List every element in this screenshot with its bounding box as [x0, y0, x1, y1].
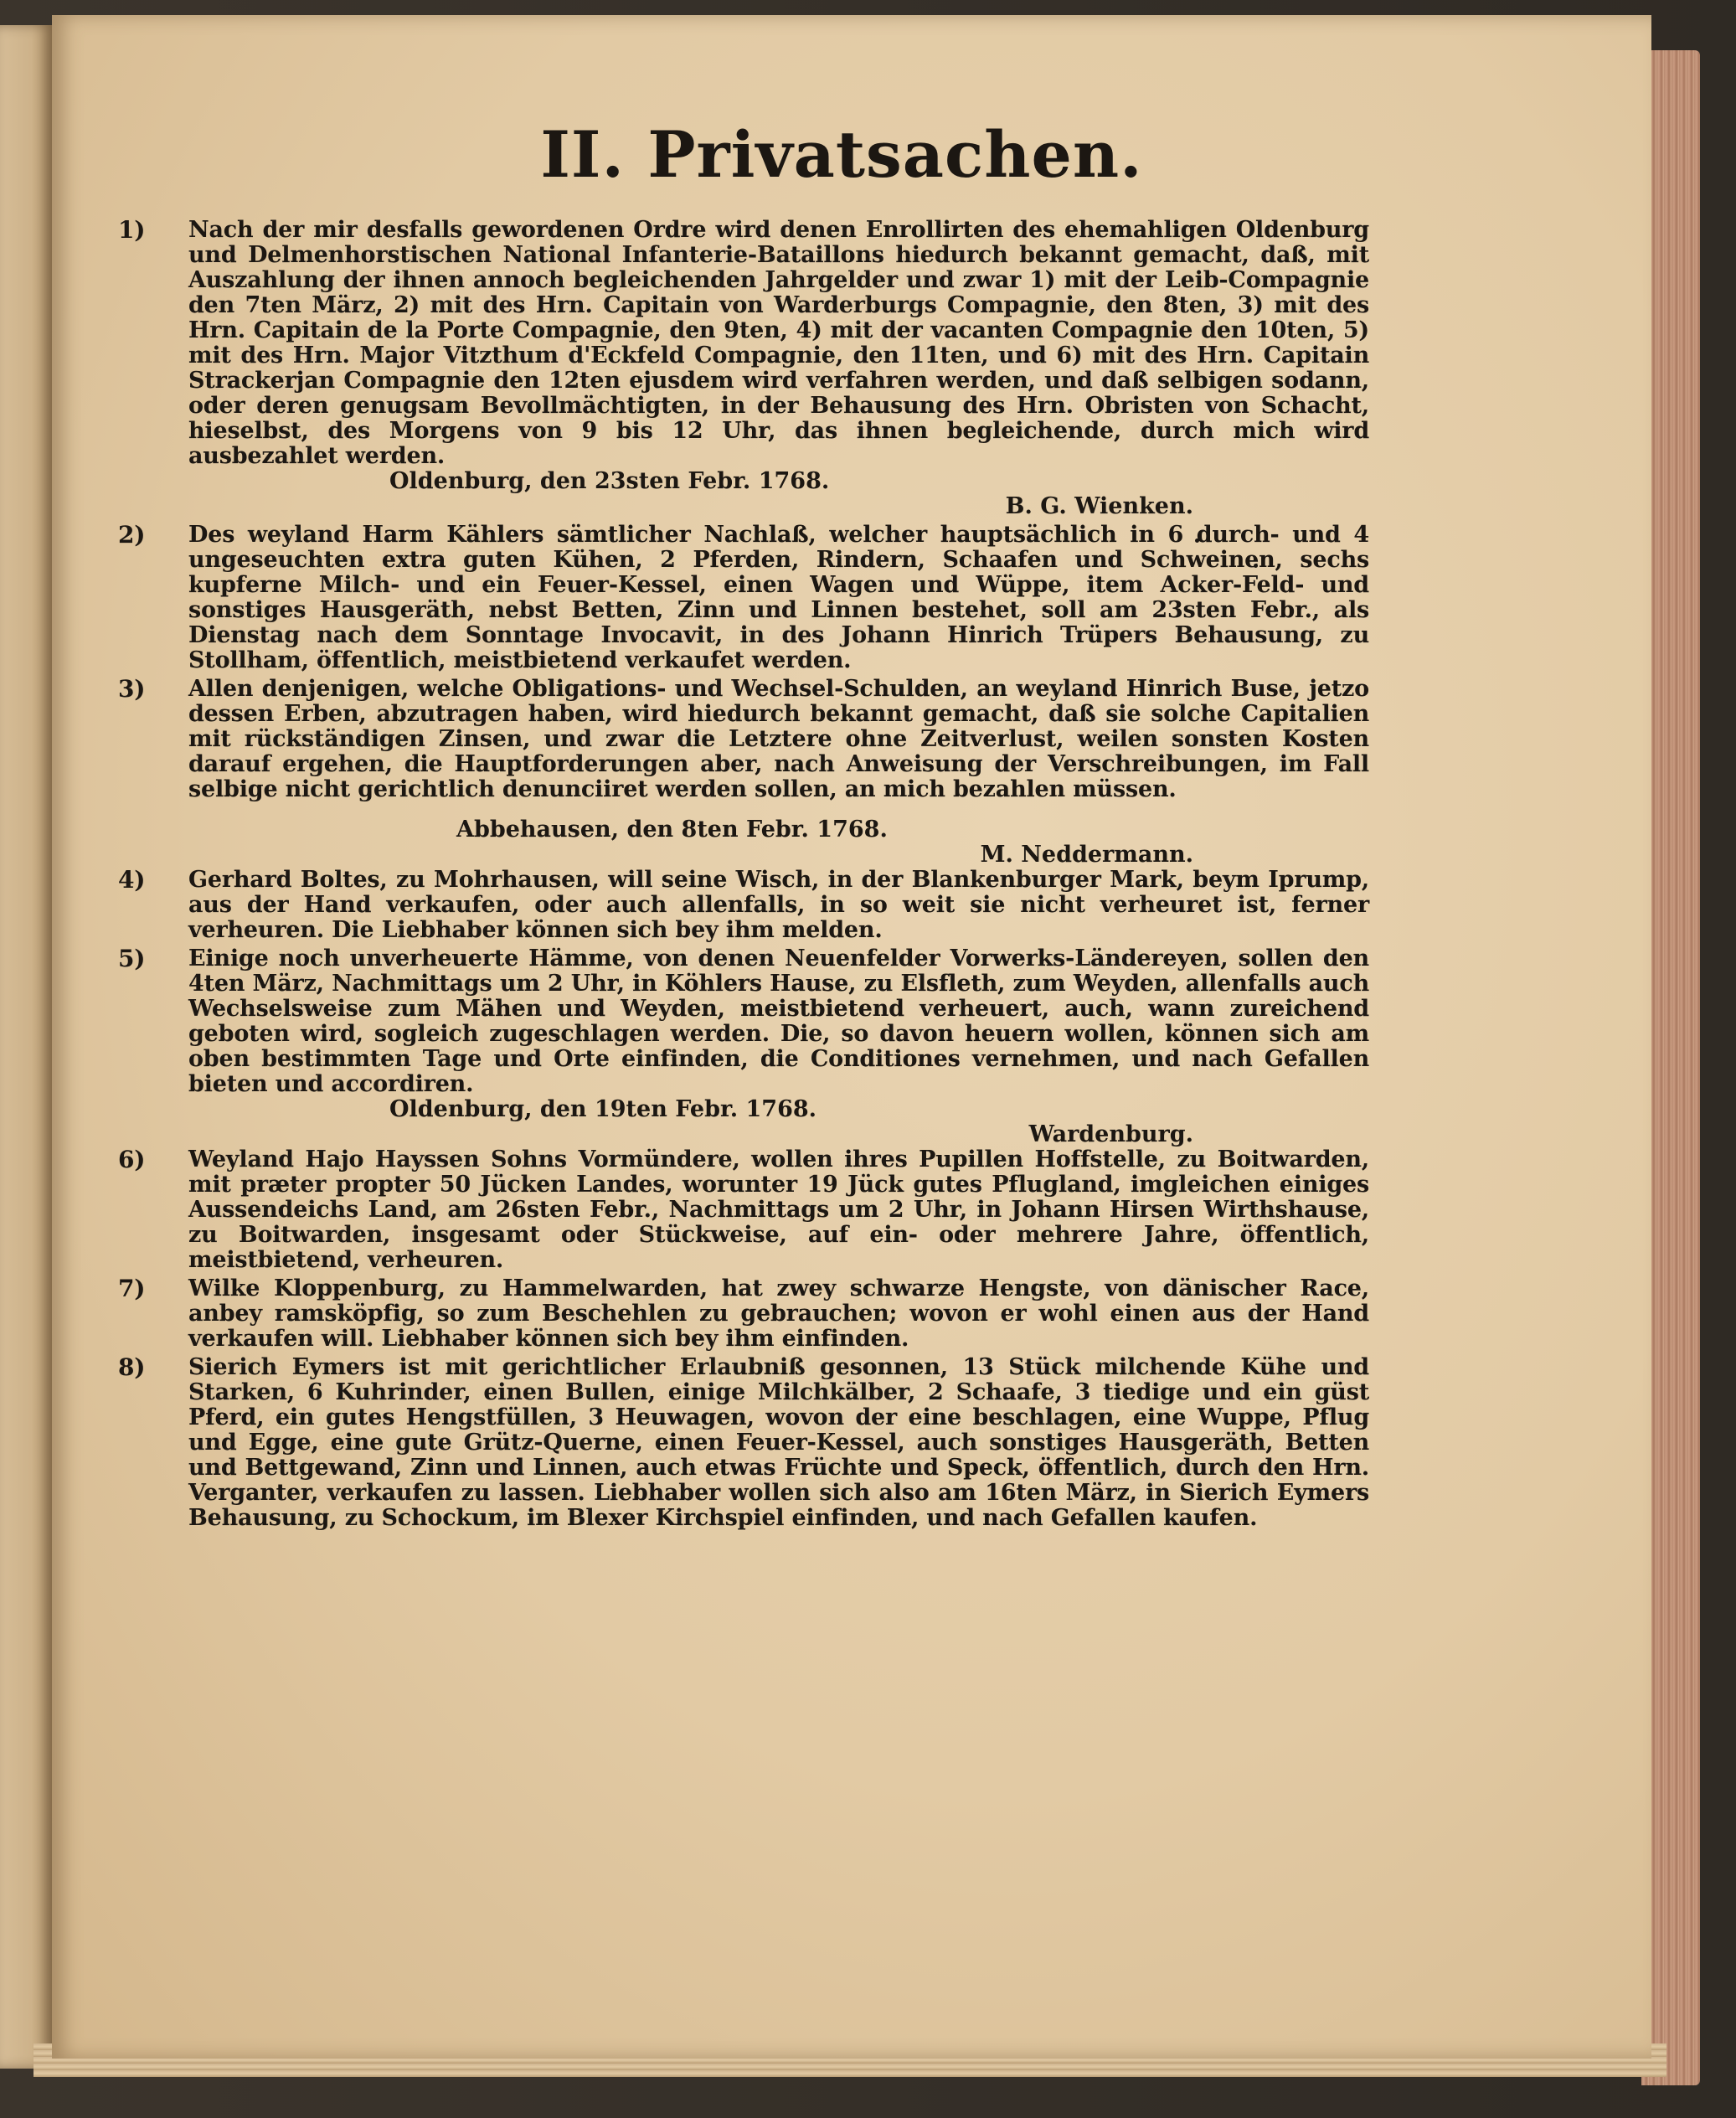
notice-entry-1	[118, 216, 1369, 469]
entry-text: Gerhard Boltes, zu Mohrhausen, will seine Wisch, in der Blankenburger Mark, beym Iprump, aus der Hand verkaufen, oder auch allenfalls, in so weit sie nicht verheuret ist, ferner verheuren. Die Liebhaber können sich bey ihm melden.	[188, 867, 1369, 943]
left-page-edge	[0, 25, 52, 2069]
entry-text: Sierich Eymers ist mit gerichtlicher Erlaubniß gesonnen, 13 Stück milchende Kühe und Starken, 6 Kuhrinder, einen Bullen, einige Milchkälber, 2 Schaafe, 3 tiedige und ein güst Pferd, ein gutes Hengstfüllen, 3 Heuwagen, wovon der eine beschlagen, eine Wuppe, Pflug und Egge, eine gute Grütz-Querne, einen Feuer-Kessel, auch sonstiges Hausgeräth, Betten und Bettgewand, Zinn und Linnen, auch etwas Früchte und Speck, öffentlich, durch den Hrn. Verganter, verkaufen zu lassen. Liebhaber wollen sich also am 16ten März, in Sierich Eymers Behausung, zu Schockum, im Blexer Kirchspiel einfinden, und nach Gefallen kaufen.	[188, 1354, 1369, 1531]
entry-number: 1)	[118, 216, 146, 244]
entry-text: Wilke Kloppenburg, zu Hammelwarden, hat zwey schwarze Hengste, von dänischer Race, anbey ramsköpfig, so zum Beschehlen zu gebrauchen; wovon er wohl einen aus der Hand verkaufen will. Liebhaber können sich bey ihm einfinden.	[188, 1275, 1369, 1352]
entry-number: 8)	[118, 1353, 146, 1381]
entry-number: 4)	[118, 866, 146, 894]
notice-entry-8	[118, 1353, 1369, 1531]
entry-signature: M. Neddermann.	[980, 842, 1193, 868]
section-heading: II. Privatsachen.	[540, 117, 1143, 192]
entry-text: Allen denjenigen, welche Obligations- und Wechsel-Schulden, an weyland Hinrich Buse, jetzo dessen Erben, abzutragen haben, wird hiedurch bekannt gemacht, daß sie solche Capitalien mit rückständigen Zinsen, und zwar die Letztere ohne Zeitverlust, weilen sonsten Kosten darauf ergehen, die Hauptforderungen aber, nach Anweisung der Verschreibungen, im Fall selbige nicht gerichtlich denunciiret werden sollen, an mich bezahlen müssen.	[188, 676, 1369, 802]
entry-text: Nach der mir desfalls gewordenen Ordre wird denen Enrollirten des ehemahligen Oldenburg und Delmenhorstischen National Infanterie-Bataillons hiedurch bekannt gemacht, daß, mit Auszahlung der ihnen annoch begleichenden Jahrgelder und zwar 1) mit der Leib-Compagnie den 7ten März, 2) mit des Hrn. Capitain von Warderburgs Compagnie, den 8ten, 3) mit des Hrn. Capitain de la Porte Compagnie, den 9ten, 4) mit der vacanten Compagnie den 10ten, 5) mit des Hrn. Major Vitzthum d'Eckfeld Compagnie, den 11ten, und 6) mit des Hrn. Capitain Strackerjan Compagnie den 12ten ejusdem wird verfahren werden, und daß selbigen sodann, oder deren genugsam Bevollmächtigten, in der Behausung des Hrn. Obristen von Schacht, hieselbst, des Morgens von 9 bis 12 Uhr, das ihnen begleichende, durch mich wird ausbezahlet werden.	[188, 217, 1369, 469]
entry-place-date: Abbehausen, den 8ten Febr. 1768.	[456, 817, 888, 843]
entry-text: Weyland Hajo Hayssen Sohns Vormündere, wollen ihres Pupillen Hoffstelle, zu Boitwarden, mit præter propter 50 Jücken Landes, worunter 19 Jück gutes Pflugland, imgleichen einiges Aussendeichs Land, am 26sten Febr., Nachmittags um 2 Uhr, in Johann Hirsen Wirthshause, zu Boitwarden, insgesamt oder Stückweise, auf ein- oder mehrere Jahre, öffentlich, meistbietend, verheuren.	[188, 1147, 1369, 1273]
entry-text: Des weyland Harm Kählers sämtlicher Nachlaß, welcher hauptsächlich in 6 durch- und 4 ungeseuchten extra guten Kühen, 2 Pferden, Rindern, Schaafen und Schweinen, sechs kupferne Milch- und ein Feuer-Kessel, einen Wagen und Wüppe, item Acker-Feld- und sonstiges Hausgeräth, nebst Betten, Zinn und Linnen bestehet, soll am 23sten Febr., als Dienstag nach dem Sonntage Invocavit, in des Johann Hinrich Trüpers Behausung, zu Stollham, öffentlich, meistbietend verkaufet werden.	[188, 522, 1369, 673]
entry-number: 7)	[118, 1275, 146, 1302]
notice-entry-4	[118, 866, 1369, 943]
entry-signature: Wardenburg.	[1028, 1121, 1193, 1147]
notice-entry-7	[118, 1275, 1369, 1352]
notice-entry-3	[118, 675, 1369, 802]
notice-entry-6	[118, 1146, 1369, 1273]
entry-place-date: Oldenburg, den 19ten Febr. 1768.	[389, 1096, 817, 1122]
entry-number: 3)	[118, 675, 146, 703]
notice-entry-2	[118, 521, 1369, 673]
entry-place-date: Oldenburg, den 23sten Febr. 1768.	[389, 468, 830, 494]
entry-number: 5)	[118, 945, 146, 972]
entry-number: 6)	[118, 1146, 146, 1173]
entry-text: Einige noch unverheuerte Hämme, von denen Neuenfelder Vorwerks-Ländereyen, sollen den 4ten März, Nachmittags um 2 Uhr, in Köhlers Hause, zu Elsfleth, zum Weyden, allenfalls auch Wechselsweise zum Mähen und Weyden, meistbietend verheuert, auch, wann zureichend geboten wird, sogleich zugeschlagen werden. Die, so davon heuern wollen, können sich am oben bestimmten Tage und Orte einfinden, die Conditiones vernehmen, und nach Gefallen bieten und accordiren.	[188, 946, 1369, 1097]
notice-entry-5	[118, 945, 1369, 1097]
entry-number: 2)	[118, 521, 146, 549]
entry-signature: B. G. Wienken.	[1005, 493, 1193, 519]
page-content	[118, 117, 1369, 1531]
